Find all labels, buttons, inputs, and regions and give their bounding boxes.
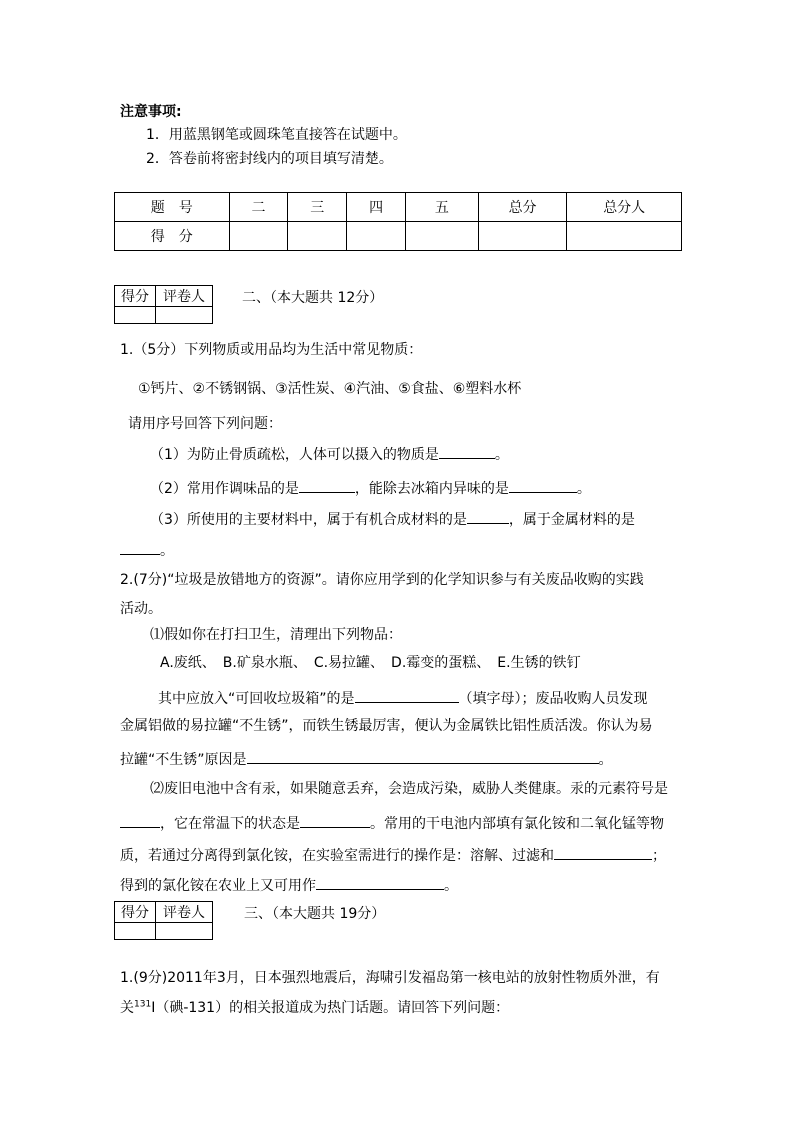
period: 。 [444,878,458,894]
score-table [114,192,682,251]
answer-blank[interactable] [355,688,459,703]
s2-q2-line3 [120,749,613,769]
answer-blank[interactable] [300,813,370,828]
s2-q2-line1b: （填字母）；废品收购人员发现 [458,691,648,707]
s2-q2-line1 [158,688,648,708]
s2-q2-line6b: ； [652,848,666,864]
s2-q2-items: A.废纸、 B.矿泉水瓶、 C.易拉罐、 D.霉变的蛋糕、 E.生锈的铁钉 [160,655,581,671]
s3-q1-line2b: I（碘-131）的相关报道成为热门话题。请回答下列问题： [151,1000,510,1016]
score-cell[interactable] [478,222,567,251]
score-table-header-5: 五 [406,193,479,222]
score-table-header-label: 题 号 [115,193,230,222]
score-table-header-3: 三 [288,193,347,222]
s2-q2-stem-1: 2.(7分)“垃圾是放错地方的资源”。请你应用学到的化学知识参与有关废品收购的实践 [120,572,644,588]
notice-item-1: 1．用蓝黑钢笔或圆珠笔直接答在试题中。 [146,127,407,143]
grader-score-label: 得分 [115,902,156,923]
score-table-score-row [115,222,682,251]
section3-title: 三、（本大题共 19分） [244,906,386,922]
answer-blank[interactable] [467,509,509,524]
answer-blank[interactable] [247,749,599,764]
s2-q1-sub2a-text: （2）常用作调味品的是 [150,481,299,497]
grader-box-section3 [114,901,213,940]
s2-q2-line7-text: 得到的氯化铵在农业上又可用作 [120,878,316,894]
s2-q1-sub1 [150,444,509,464]
s2-q1-sub2b-text: ，能除去冰箱内异味的是 [354,481,509,497]
grader-name-cell[interactable] [156,923,213,940]
s2-q2-stem-2: 活动。 [120,601,162,617]
period: 。 [160,543,174,559]
grader-score-label: 得分 [115,286,156,307]
answer-blank[interactable] [439,444,495,459]
answer-blank[interactable] [299,478,355,493]
s2-q1-sub2 [150,478,591,498]
grader-name-cell[interactable] [156,307,213,324]
s2-q2-line6 [120,845,666,865]
period: 。 [576,481,591,497]
s2-q2-line1a: 其中应放入“可回收垃圾箱”的是 [158,691,355,707]
s2-q2-line5a: ，它在常温下的状态是 [160,816,300,832]
score-table-row-label: 得 分 [115,222,230,251]
s2-q2-line6a: 质，若通过分离得到氯化铵，在实验室需进行的操作是：溶解、过滤和 [120,848,554,864]
score-cell[interactable] [347,222,406,251]
s3-q1-line2a: 关 [120,1000,134,1016]
score-table-header-2: 二 [229,193,288,222]
s2-q2-part2: ⑵废旧电池中含有汞，如果随意丢弃，会造成污染，威胁人类健康。汞的元素符号是 [150,781,668,797]
s2-q2-line5 [120,813,664,833]
grader-name-label: 评卷人 [156,286,213,307]
score-table-header-total: 总分 [478,193,567,222]
notice-item-2: 2．答卷前将密封线内的项目填写清楚。 [146,151,393,167]
answer-blank[interactable] [120,540,160,555]
s2-q2-line5b: 。常用的干电池内部填有氯化铵和二氧化锰等物 [370,816,664,832]
score-cell[interactable] [406,222,479,251]
period: 。 [494,447,509,463]
s2-q1-sub3-cont [120,540,174,560]
answer-blank[interactable] [120,813,160,828]
score-table-header-row [115,193,682,222]
s3-q1-line1: 1.(9分)2011年3月，日本强烈地震后，海啸引发福岛第一核电站的放射性物质外泄，有 [120,970,660,986]
s2-q1-sub3 [150,509,635,529]
answer-blank[interactable] [316,875,444,890]
s2-q1-options: ①钙片、②不锈钢锅、③活性炭、④汽油、⑤食盐、⑥塑料水杯 [138,381,522,397]
score-cell[interactable] [288,222,347,251]
section2-title: 二、（本大题共 12分） [242,290,384,306]
s2-q2-line2: 金属铝做的易拉罐“不生锈”，而铁生锈最厉害，便认为金属铁比铝性质活泼。你认为易 [120,718,653,734]
s2-q1-instruction: 请用序号回答下列问题： [128,416,282,432]
answer-blank[interactable] [554,845,652,860]
grader-score-cell[interactable] [115,923,156,940]
grader-score-cell[interactable] [115,307,156,324]
s3-q1-line2 [120,999,509,1017]
s2-q1-sub1-text: （1）为防止骨质疏松，人体可以摄入的物质是 [150,447,439,463]
s2-q1-sub3a-text: （3）所使用的主要材料中，属于有机合成材料的是 [150,512,467,528]
s2-q2-line3-text: 拉罐“不生锈”原因是 [120,752,247,768]
grader-name-label: 评卷人 [156,902,213,923]
grader-box-section2 [114,285,213,324]
score-table-header-total-grader: 总分人 [567,193,682,222]
answer-blank[interactable] [509,478,577,493]
isotope-mass-number: 131 [134,999,152,1010]
score-table-header-4: 四 [347,193,406,222]
period: 。 [598,752,613,768]
s2-q1-stem: 1.（5分）下列物质或用品均为生活中常见物质： [120,342,423,358]
s2-q2-part1: ⑴假如你在打扫卫生，清理出下列物品： [150,627,402,643]
score-cell[interactable] [229,222,288,251]
score-cell[interactable] [567,222,682,251]
s2-q2-line7 [120,875,458,895]
notice-title: 注意事项: [120,104,182,120]
s2-q1-sub3b-text: ，属于金属材料的是 [508,512,635,528]
